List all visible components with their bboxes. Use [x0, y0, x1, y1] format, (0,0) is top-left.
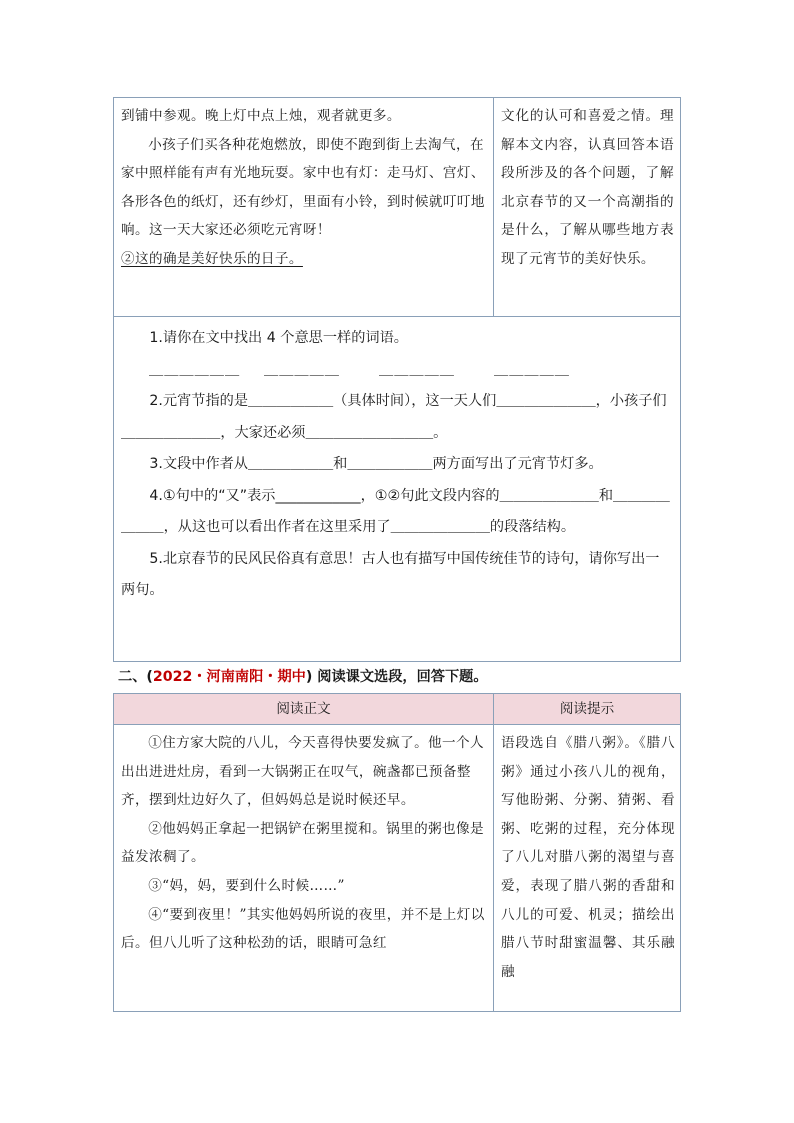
passage-paragraph: ②他妈妈正拿起一把锅铲在粥里搅和。锅里的粥也像是益发浓稠了。	[121, 820, 485, 866]
passage-paragraph: ④“要到夜里！”其实他妈妈所说的夜里，并不是上灯以后。但八儿听了这种松劲的话，眼睛可急红	[121, 906, 485, 952]
passage-paragraph: ①住方家大院的八儿，今天喜得快要发疯了。他一个人出出进进灶房，看到一大锅粥正在叹气，碗盏都已预备整齐，摆到灶边好久了，但妈妈总是说时候还早。	[121, 735, 485, 809]
questions-cell	[114, 317, 681, 662]
tip-cell	[494, 725, 681, 1012]
passage-cell	[114, 98, 494, 317]
reading-tip: 语段选自《腊八粥》。《腊八粥》通过小孩八儿的视角，写他盼粥、分粥、猜粥、看粥、吃粥的过程，充分体现了八儿对腊八粥的渴望与喜爱，表现了腊八粥的香甜和八儿的可爱、机灵；描绘出腊八节时甜蜜温馨、其乐融融	[501, 735, 675, 980]
source-tag: 2022・河南南阳・期中	[152, 669, 306, 685]
tip-cell	[494, 98, 681, 317]
question-4: 4.①句中的“又”表示____________，①②句此文段内容的＿＿＿＿＿＿＿和＿＿＿＿＿＿＿，从这也可以看出作者在这里采用了＿＿＿＿＿＿＿的段落结构。	[121, 487, 670, 535]
blank: ＿＿＿＿＿	[379, 361, 455, 378]
passage-paragraph: ③“妈，妈，要到什么时候……”	[148, 877, 345, 894]
heading-suffix: ) 阅读课文选段，回答下题。	[305, 669, 488, 685]
passage-cell	[114, 725, 494, 1012]
answer-blanks	[121, 355, 670, 387]
blank: ＿＿＿＿＿＿	[149, 361, 241, 378]
passage-paragraph: 到铺中参观。晚上灯中点上烛，观者就更多。	[121, 108, 401, 124]
question-2: 2.元宵节指的是＿＿＿＿＿＿（具体时间），这一天人们＿＿＿＿＿＿＿，小孩子们＿＿＿＿＿＿＿，大家还必须＿＿＿＿＿＿＿＿＿。	[121, 393, 667, 441]
section-heading	[118, 666, 488, 686]
heading-prefix: 二、(	[118, 669, 153, 685]
reading-tip: 文化的认可和喜爱之情。理解本文内容，认真回答本语段所涉及的各个问题，了解北京春节的又一个高潮指的是什么，了解从哪些地方表现了元宵节的美好快乐。	[501, 108, 674, 267]
blank: ＿＿＿＿＿	[494, 361, 570, 378]
reading-table-1	[113, 97, 681, 662]
question-3: 3.文段中作者从＿＿＿＿＿＿和＿＿＿＿＿＿两方面写出了元宵节灯多。	[149, 456, 603, 472]
question-5: 5.北京春节的民风民俗真有意思！古人也有描写中国传统佳节的诗句，请你写出一两句。	[121, 550, 660, 598]
header-reading-text: 阅读正文	[114, 694, 494, 725]
underlined-sentence: ②这的确是美好快乐的日子。	[121, 250, 303, 267]
blank: ＿＿＿＿＿	[264, 361, 340, 378]
header-reading-tip: 阅读提示	[494, 694, 681, 725]
passage-paragraph: 小孩子们买各种花炮燃放，即使不跑到街上去淘气，在家中照样能有声有光地玩耍。家中也有灯：走马灯、宫灯、各形各色的纸灯，还有纱灯，里面有小铃，到时候就叮叮地响。这一天大家还必须吃元宵呀！	[121, 136, 485, 238]
reading-table-2	[113, 693, 681, 1012]
question-1: 1.请你在文中找出 4 个意思一样的词语。	[149, 330, 408, 346]
